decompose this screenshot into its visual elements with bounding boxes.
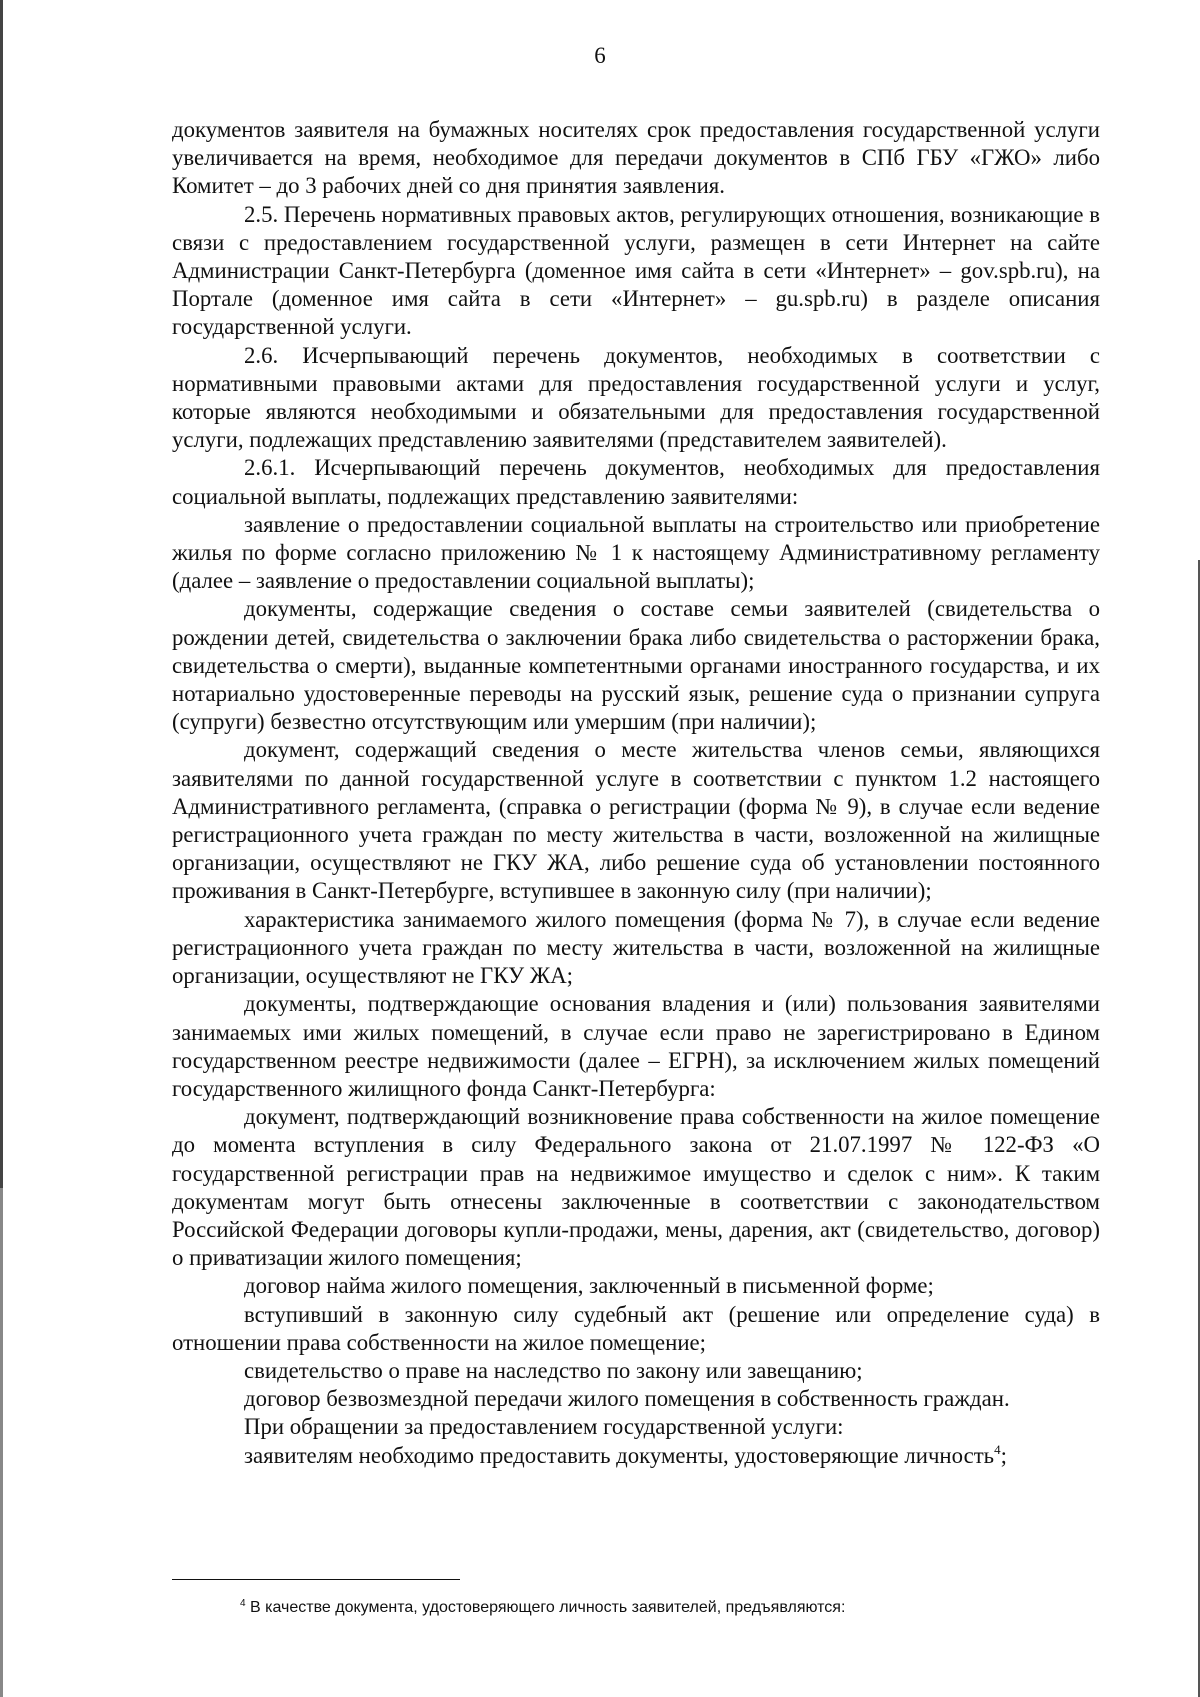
paragraph-identity-documents: заявителям необходимо предоставить документы, удостоверяющие личность$^4$; [244, 1441, 1007, 1468]
paragraph-2-6-1: 2.6.1. Исчерпывающий перечень документов, необходимых для предоставления социальной выплаты, подлежащих представлению заявителями: [172, 455, 1100, 509]
paragraph-when-applying: При обращении за предоставлением государственной услуги: [244, 1414, 844, 1440]
list-item-privatization-contract: договор безвозмездной передачи жилого помещения в собственность граждан. [244, 1386, 1010, 1412]
paragraph-2-5: 2.5. Перечень нормативных правовых актов, регулирующих отношения, возникающие в связи с предоставлением государственной услуги, размещен в сети Интернет на сайте Администрации Санкт-Петербурга (доменное имя сайта в сети «Интернет» – gov.spb.ru), на Портале (доменное имя сайта в сети «Интернет» – gu.spb.ru) в разделе описания государственной услуги. [172, 201, 1100, 340]
list-item-application: заявление о предоставлении социальной выплаты на строительство или приобретение жилья по форме согласно приложению № 1 к настоящему Административному регламенту (далее – заявление о предоставлении социальной выплаты); [172, 511, 1100, 594]
list-item-ownership-documents: документы, подтверждающие основания владения и (или) пользования заявителями занимаемых ими жилых помещений, в случае если право не зарегистрировано в Едином государственном реестре недвижимости (далее – ЕГРН), за исключением жилых помещений государственного жилищного фонда Санкт-Петербурга: [172, 991, 1100, 1101]
footnote-separator [172, 1579, 460, 1580]
footnote-reference: 4 [994, 1441, 1001, 1457]
footnote-text: В качестве документа, удостоверяющего личность заявителей, предъявляются: [245, 1599, 846, 1616]
list-item-court-act: вступивший в законную силу судебный акт (решение или определение суда) в отношении права собственности на жилое помещение; [172, 1301, 1100, 1355]
list-item-lease-contract: договор найма жилого помещения, заключенный в письменной форме; [244, 1273, 934, 1299]
list-item-inheritance: свидетельство о праве на наследство по закону или завещанию; [244, 1357, 863, 1383]
list-item-ownership-before-law: документ, подтверждающий возникновение права собственности на жилое помещение до момента вступления в силу Федерального закона от 21.07.1997 № 122-ФЗ «О государственной регистрации прав на недвижимое имущество и сделок с ним». К таким документам могут быть отнесены заключенные в соответствии с законодательством Российской Федерации договоры купли-продажи, мены, дарения, акт (свидетельство, договор) о приватизации жилого помещения; [172, 1104, 1100, 1271]
paragraph-continuation: документов заявителя на бумажных носителях срок предоставления государственной услуги увеличивается на время, необходимое для передачи документов в СПб ГБУ «ГЖО» либо Комитет – до 3 рабочих дней со дня принятия заявления. [172, 117, 1100, 199]
document-body [172, 116, 1100, 1470]
list-item-housing-characteristic: характеристика занимаемого жилого помещения (форма № 7), в случае если ведение регистрационного учета граждан по месту жительства в части, возложенной на жилищные организации, осуществляют не ГКУ ЖА; [172, 906, 1100, 989]
list-item-residence-document: документ, содержащий сведения о месте жительства членов семьи, являющихся заявителями по данной государственной услуге в соответствии с пунктом 1.2 настоящего Административного регламента, (справка о регистрации (форма № 9), в случае если ведение регистрационного учета граждан по месту жительства в части, возложенной на жилищные организации, осуществляют не ГКУ ЖА, либо решение суда об установлении постоянного проживания в Санкт-Петербурге, вступившее в законную силу (при наличии); [172, 737, 1100, 904]
footnote [240, 1598, 1100, 1618]
footnote-marker: 4 [240, 1598, 246, 1609]
scan-edge-left [0, 0, 3, 1697]
list-item-family-documents: документы, содержащие сведения о составе семьи заявителей (свидетельства о рождении детей, свидетельства о заключении брака либо свидетельства о расторжении брака, свидетельства о смерти), выданные компетентными органами иностранного государства, и их нотариально удостоверенные переводы на русский язык, решение суда о признании супруга (супруги) безвестно отсутствующим или умершим (при наличии); [172, 596, 1100, 735]
paragraph-2-6: 2.6. Исчерпывающий перечень документов, необходимых в соответствии с нормативными правовыми актами для предоставления государственной услуги и услуг, которые являются необходимыми и обязательными для предоставления государственной услуги, подлежащих представлению заявителями (представителем заявителей). [172, 342, 1100, 453]
identity-documents-text: заявителям необходимо предоставить документы, удостоверяющие личность [244, 1442, 995, 1468]
page-number: 6 [594, 43, 606, 68]
